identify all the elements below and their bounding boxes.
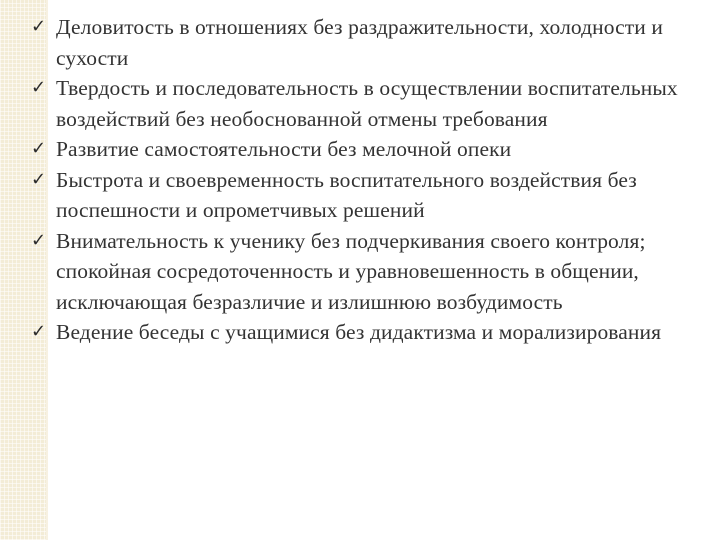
check-icon: ✓ — [31, 321, 47, 342]
bullet-text: Деловитость в отношениях без раздражительности, холодности и сухости — [56, 15, 663, 70]
bullet-item-6 — [28, 317, 708, 348]
bullet-text: Ведение беседы с учащимися без дидактизма и морализирования — [56, 320, 662, 344]
check-icon: ✓ — [31, 229, 47, 251]
check-icon: ✓ — [31, 16, 47, 37]
bullet-item-3 — [28, 134, 708, 165]
bullet-text: Развитие самостоятельности без мелочной опеки — [56, 137, 512, 161]
bullet-item-4 — [28, 165, 708, 226]
bullet-item-1 — [28, 12, 708, 73]
bullet-list — [28, 12, 708, 348]
check-icon: ✓ — [31, 168, 47, 190]
bullet-item-5 — [28, 226, 708, 318]
check-icon: ✓ — [31, 138, 47, 159]
bullet-text: Твердость и последовательность в осуществлении воспитательных воздействий без необоснованной отмены требования — [56, 76, 678, 131]
bullet-item-2 — [28, 73, 708, 134]
check-icon: ✓ — [31, 77, 47, 98]
bullet-text: Внимательность к ученику без подчеркивания своего контроля; спокойная сосредоточенность и уравновешенность в общении, исключающая безразличие и излишнюю возбудимость — [56, 228, 646, 314]
bullet-text: Быстрота и своевременность воспитательного воздействия без поспешности и опрометчивых решений — [56, 167, 637, 222]
